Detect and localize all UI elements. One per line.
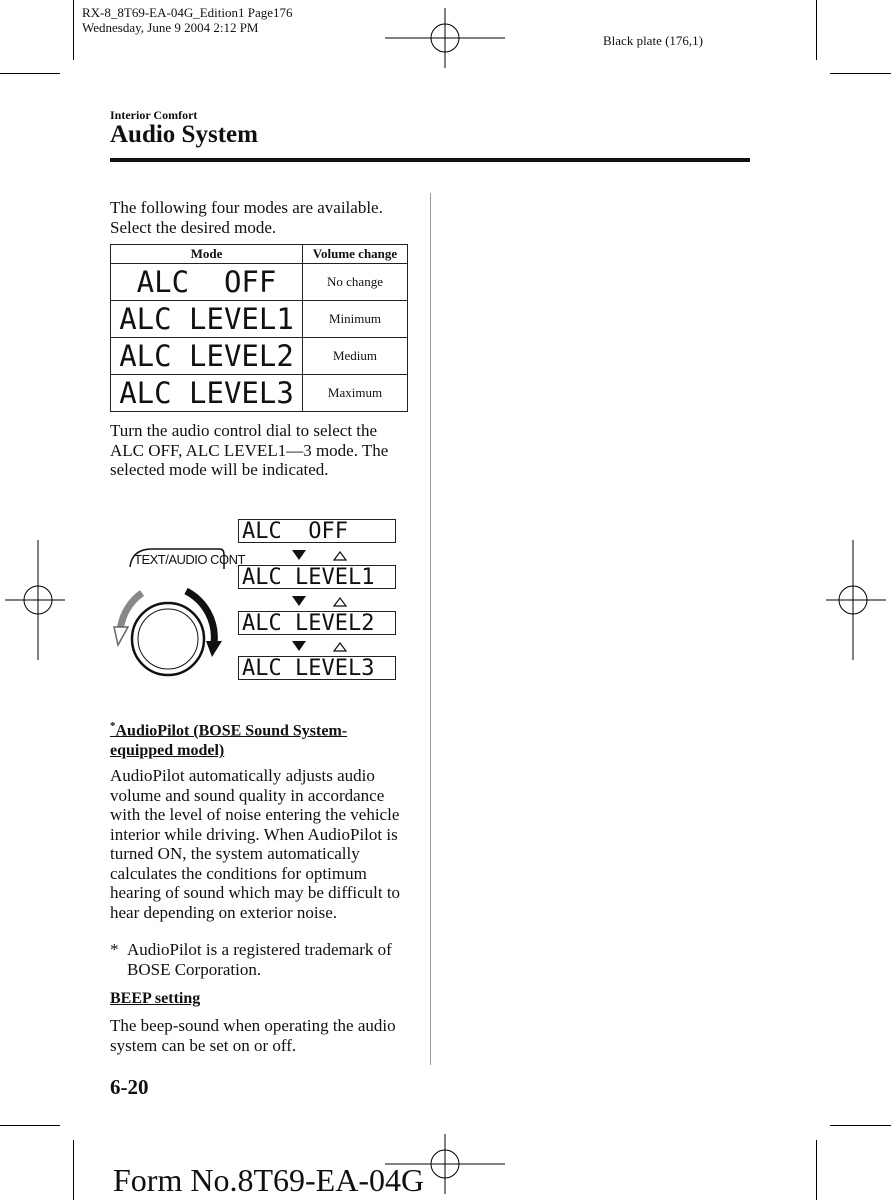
form-number: Form No.8T69-EA-04G <box>113 1162 425 1198</box>
crop-mark <box>830 73 891 74</box>
column-header-mode: Mode <box>111 245 303 264</box>
crop-mark <box>816 1140 817 1200</box>
section-label: Interior Comfort <box>110 108 198 122</box>
volume-change: Maximum <box>303 375 408 412</box>
plate-label: Black plate (176,1) <box>603 33 703 48</box>
column-divider <box>430 193 431 1065</box>
asterisk-marker: * <box>110 720 116 732</box>
switch-arrows-icon <box>290 548 350 562</box>
trademark-footnote <box>110 940 410 979</box>
crop-mark <box>0 1125 60 1126</box>
mode-display: ALC OFF <box>111 264 303 301</box>
crop-mark <box>830 1125 891 1126</box>
knob-label: TEXT/AUDIO CONT <box>134 552 245 567</box>
audiopilot-heading-line2: equipped model) <box>110 742 225 760</box>
mode-display: ALC LEVEL2 <box>111 338 303 375</box>
title-rule <box>110 158 750 162</box>
beep-heading: BEEP setting <box>110 990 201 1007</box>
mode-display: ALC LEVEL3 <box>111 375 303 412</box>
registration-target-left <box>5 540 65 660</box>
volume-change: Minimum <box>303 301 408 338</box>
date-line: Wednesday, June 9 2004 2:12 PM <box>82 20 259 35</box>
column-header-volume: Volume change <box>303 245 408 264</box>
registration-target-right <box>826 540 886 660</box>
file-info-line: RX-8_8T69-EA-04G_Edition1 Page176 <box>82 5 293 20</box>
table-row <box>111 301 408 338</box>
table-row <box>111 338 408 375</box>
table-row <box>111 375 408 412</box>
crop-mark <box>816 0 817 60</box>
table-row <box>111 264 408 301</box>
mode-table <box>110 244 408 412</box>
switch-arrows-icon <box>290 639 350 653</box>
display-alc-level2: ALC LEVEL2 <box>238 611 396 635</box>
table-header-row <box>111 245 408 264</box>
dial-instruction-paragraph: Turn the audio control dial to select the ALC OFF, ALC LEVEL1—3 mode. The selected mode will be indicated. <box>110 421 389 479</box>
crop-mark <box>73 1140 74 1200</box>
display-alc-level3: ALC LEVEL3 <box>238 656 396 680</box>
volume-change: No change <box>303 264 408 301</box>
audiopilot-heading-line1: AudioPilot (BOSE Sound System- <box>115 722 348 740</box>
registration-target-top <box>385 8 505 68</box>
page-number: 6-20 <box>110 1075 149 1099</box>
display-alc-off: ALC OFF <box>238 519 396 543</box>
mode-display: ALC LEVEL1 <box>111 301 303 338</box>
crop-mark <box>73 0 74 60</box>
intro-paragraph: The following four modes are available. Select the desired mode. <box>110 198 383 237</box>
crop-mark <box>0 73 60 74</box>
audiopilot-heading <box>110 716 410 761</box>
volume-change: Medium <box>303 338 408 375</box>
switch-arrows-icon <box>290 594 350 608</box>
footnote-text: AudioPilot is a registered trademark of BOSE Corporation. <box>127 940 392 979</box>
beep-paragraph: The beep-sound when operating the audio system can be set on or off. <box>110 1016 396 1055</box>
page-title: Audio System <box>110 121 258 148</box>
display-alc-level1: ALC LEVEL1 <box>238 565 396 589</box>
footnote-marker: * <box>110 940 119 959</box>
audiopilot-paragraph: AudioPilot automatically adjusts audio volume and sound quality in accordance with the level of noise entering the vehicle interior while driving. When AudioPilot is turned ON, the system automatically calculates the conditions for optimum hearing of sound which may be difficult to hear depending on exterior noise. <box>110 766 401 922</box>
